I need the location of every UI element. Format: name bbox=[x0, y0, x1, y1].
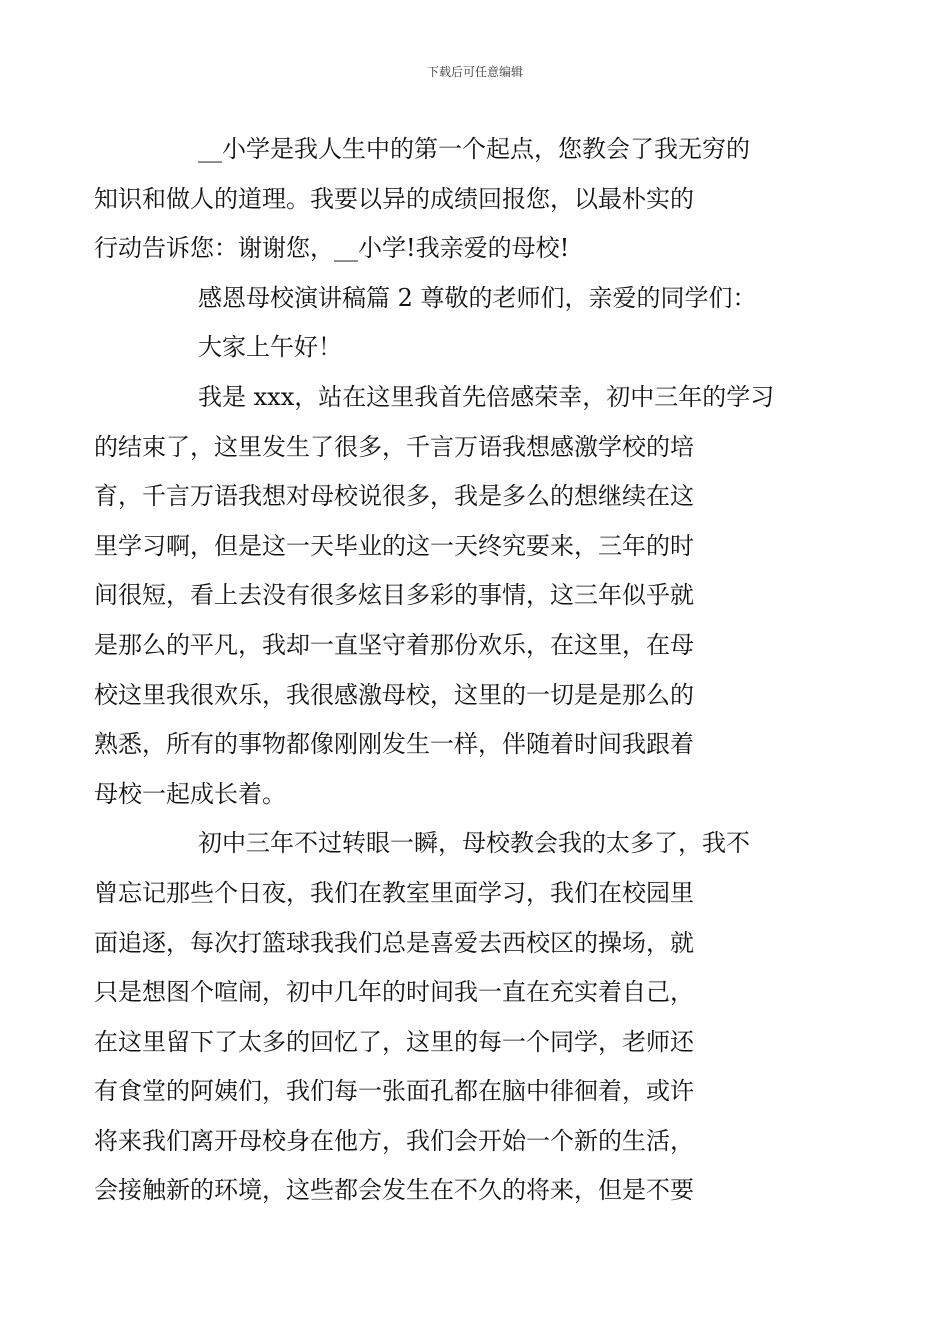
text-line: 的结束了，这里发生了很多，千言万语我想感激学校的培 bbox=[94, 432, 694, 461]
text-line: __小学是我人生中的第一个起点，您教会了我无穷的 bbox=[198, 135, 750, 163]
text-line: 大家上午好！ bbox=[198, 333, 342, 362]
paragraph-2 bbox=[146, 274, 806, 324]
text-line: 行动告诉您：谢谢您，__小学!我亲爱的母校! bbox=[94, 234, 570, 263]
text-line: 有食堂的阿姨们，我们每一张面孔都在脑中徘徊着，或许 bbox=[94, 1077, 694, 1106]
text-line: 间很短，看上去没有很多炫目多彩的事情，这三年似乎就 bbox=[94, 581, 694, 610]
text-line: 曾忘记那些个日夜，我们在教室里面学习，我们在校园里 bbox=[94, 878, 694, 907]
text-line: 知识和做人的道理。我要以异的成绩回报您，以最朴实的 bbox=[94, 184, 694, 213]
text-line: 在这里留下了太多的回忆了，这里的每一个同学，老师还 bbox=[94, 1027, 694, 1056]
page-header: 下载后可任意编辑 bbox=[426, 65, 523, 79]
text-line: 母校一起成长着。 bbox=[94, 779, 286, 808]
paragraph-1 bbox=[94, 125, 806, 274]
paragraph-5 bbox=[94, 819, 806, 1216]
text-line: 是那么的平凡，我却一直坚守着那份欢乐，在这里，在母 bbox=[94, 630, 694, 659]
text-line: 里学习啊，但是这一天毕业的这一天终究要来，三年的时 bbox=[94, 531, 694, 560]
text-line: 育，千言万语我想对母校说很多，我是多么的想继续在这 bbox=[94, 482, 694, 511]
text-line: 只是想图个喧闹，初中几年的时间我一直在充实着自己， bbox=[94, 978, 694, 1007]
text-line: 面追逐，每次打篮球我我们总是喜爱去西校区的操场，就 bbox=[94, 928, 694, 957]
text-line: 将来我们离开母校身在他方，我们会开始一个新的生活， bbox=[94, 1126, 694, 1155]
text-line: 初中三年不过转眼一瞬，母校教会我的太多了，我不 bbox=[198, 829, 750, 858]
text-line: 校这里我很欢乐，我很感激母校，这里的一切是是那么的 bbox=[94, 680, 694, 709]
text-line: 会接触新的环境，这些都会发生在不久的将来，但是不要 bbox=[94, 1176, 694, 1205]
text-line: 感恩母校演讲稿篇 2 尊敬的老师们，亲爱的同学们： bbox=[198, 283, 757, 312]
paragraph-3 bbox=[146, 323, 806, 373]
paragraph-4 bbox=[94, 373, 806, 819]
document-body bbox=[94, 125, 806, 1216]
text-line: 熟悉，所有的事物都像刚刚发生一样，伴随着时间我跟着 bbox=[94, 730, 694, 759]
text-line: 我是 xxx，站在这里我首先倍感荣幸，初中三年的学习 bbox=[198, 382, 775, 411]
